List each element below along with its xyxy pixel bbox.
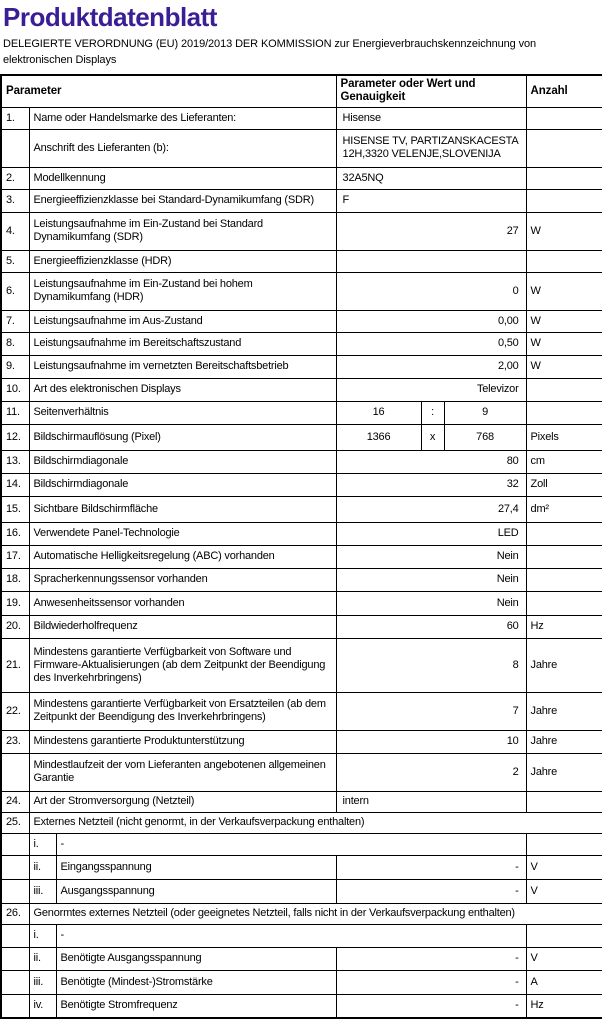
parameter-value: 27,4 xyxy=(336,496,526,522)
parameter-value: 0,00 xyxy=(336,310,526,332)
parameter-value: LED xyxy=(336,522,526,545)
parameter-value: Nein xyxy=(336,568,526,591)
parameter-value: Nein xyxy=(336,545,526,568)
sub-row xyxy=(1,879,602,903)
sub-row-number: iii. xyxy=(29,970,56,994)
parameter-value: 60 xyxy=(336,615,526,638)
row-number: 19. xyxy=(1,591,29,615)
ratio-value-left: 16 xyxy=(336,401,421,424)
table-row xyxy=(1,545,602,568)
table-row xyxy=(1,212,602,250)
parameter-label: - xyxy=(56,833,526,855)
row-number: 21. xyxy=(1,638,29,692)
parameter-label: Mindestens garantierte Produktunterstützung xyxy=(29,730,336,753)
row-number: 2. xyxy=(1,167,29,189)
row-number: 26. xyxy=(1,903,29,924)
row-number: 3. xyxy=(1,189,29,212)
header-count: Anzahl xyxy=(526,75,602,107)
sub-row xyxy=(1,924,602,947)
parameter-label: Bildwiederholfrequenz xyxy=(29,615,336,638)
sub-row xyxy=(1,970,602,994)
row-number: 23. xyxy=(1,730,29,753)
row-number: 13. xyxy=(1,450,29,473)
parameter-value: - xyxy=(336,994,526,1018)
table-row xyxy=(1,591,602,615)
parameter-value: 2,00 xyxy=(336,355,526,378)
regulation-subtitle: DELEGIERTE VERORDNUNG (EU) 2019/2013 DER KOMMISSION zur Energieverbrauchskennzeichnung von elektronischen Displays xyxy=(3,38,537,66)
unit-label: W xyxy=(526,212,602,250)
table-row xyxy=(1,692,602,730)
parameter-value: 10 xyxy=(336,730,526,753)
parameter-value: 2 xyxy=(336,753,526,791)
unit-label: V xyxy=(526,855,602,879)
parameter-label: Anschrift des Lieferanten (b): xyxy=(29,129,336,167)
ratio-separator: : xyxy=(421,401,444,424)
row-number: 7. xyxy=(1,310,29,332)
unit-label xyxy=(526,522,602,545)
parameter-label: Mindestlaufzeit der vom Lieferanten angebotenen allgemeinen Garantie xyxy=(29,753,336,791)
parameter-value: - xyxy=(336,879,526,903)
table-row xyxy=(1,250,602,272)
table-row xyxy=(1,496,602,522)
sub-row xyxy=(1,833,602,855)
parameter-value: 8 xyxy=(336,638,526,692)
sub-row-number: ii. xyxy=(29,855,56,879)
row-number: 18. xyxy=(1,568,29,591)
parameter-label: Art der Stromversorgung (Netzteil) xyxy=(29,791,336,812)
unit-label: W xyxy=(526,272,602,310)
row-number: 20. xyxy=(1,615,29,638)
table-row xyxy=(1,753,602,791)
unit-label: Pixels xyxy=(526,424,602,450)
parameter-label: Energieeffizienzklasse bei Standard-Dynamikumfang (SDR) xyxy=(29,189,336,212)
parameter-value: 0,50 xyxy=(336,332,526,355)
row-number xyxy=(1,879,29,903)
table-row xyxy=(1,615,602,638)
parameter-label: Bildschirmdiagonale xyxy=(29,450,336,473)
table-row xyxy=(1,378,602,401)
row-number: 24. xyxy=(1,791,29,812)
ratio-value-right: 9 xyxy=(444,401,526,424)
parameter-label: Bildschirmauflösung (Pixel) xyxy=(29,424,336,450)
row-number xyxy=(1,753,29,791)
header-parameter: Parameter xyxy=(1,75,336,107)
parameter-label: Mindestens garantierte Verfügbarkeit von Software und Firmware-Aktualisierungen (ab dem Zeitpunkt der Beendigung des Inverkehrbringens) xyxy=(29,638,336,692)
table-row xyxy=(1,107,602,129)
unit-label: Jahre xyxy=(526,638,602,692)
parameter-value: - xyxy=(336,855,526,879)
parameter-value xyxy=(336,250,526,272)
parameter-label: Verwendete Panel-Technologie xyxy=(29,522,336,545)
unit-label xyxy=(526,833,602,855)
parameter-label: - xyxy=(56,924,526,947)
unit-label: Zoll xyxy=(526,473,602,496)
parameter-label: Leistungsaufnahme im Aus-Zustand xyxy=(29,310,336,332)
unit-label xyxy=(526,568,602,591)
resolution-separator: x xyxy=(421,424,444,450)
unit-label: W xyxy=(526,332,602,355)
parameter-value: 7 xyxy=(336,692,526,730)
sub-row xyxy=(1,855,602,879)
parameter-value: 0 xyxy=(336,272,526,310)
parameter-value: Nein xyxy=(336,591,526,615)
row-number: 5. xyxy=(1,250,29,272)
parameter-label: Seitenverhältnis xyxy=(29,401,336,424)
row-number: 25. xyxy=(1,812,29,833)
parameter-label: Spracherkennungssensor vorhanden xyxy=(29,568,336,591)
unit-label: W xyxy=(526,310,602,332)
sub-row-number: iv. xyxy=(29,994,56,1018)
sub-row xyxy=(1,994,602,1018)
parameter-label: Leistungsaufnahme im Ein-Zustand bei hohem Dynamikumfang (HDR) xyxy=(29,272,336,310)
parameter-value: F xyxy=(336,189,526,212)
sub-row-number: ii. xyxy=(29,947,56,970)
parameter-value: 32 xyxy=(336,473,526,496)
section-row xyxy=(1,903,602,924)
parameter-label: Automatische Helligkeitsregelung (ABC) vorhanden xyxy=(29,545,336,568)
parameter-label: Art des elektronischen Displays xyxy=(29,378,336,401)
resolution-height: 768 xyxy=(444,424,526,450)
parameter-label: Leistungsaufnahme im Bereitschaftszustand xyxy=(29,332,336,355)
row-number xyxy=(1,947,29,970)
parameter-label: Leistungsaufnahme im vernetzten Bereitschaftsbetrieb xyxy=(29,355,336,378)
table-row xyxy=(1,167,602,189)
table-row xyxy=(1,424,602,450)
table-row xyxy=(1,272,602,310)
row-number: 8. xyxy=(1,332,29,355)
row-number: 12. xyxy=(1,424,29,450)
parameter-value: 27 xyxy=(336,212,526,250)
parameter-value: 80 xyxy=(336,450,526,473)
table-row xyxy=(1,450,602,473)
parameter-value: Televizor xyxy=(336,378,526,401)
unit-label: V xyxy=(526,947,602,970)
unit-label: Hz xyxy=(526,994,602,1018)
row-number: 11. xyxy=(1,401,29,424)
unit-label xyxy=(526,401,602,424)
table-row xyxy=(1,522,602,545)
parameter-label: Ausgangsspannung xyxy=(56,879,336,903)
parameter-label: Leistungsaufnahme im Ein-Zustand bei Standard Dynamikumfang (SDR) xyxy=(29,212,336,250)
row-number: 16. xyxy=(1,522,29,545)
table-row xyxy=(1,310,602,332)
section-row xyxy=(1,812,602,833)
row-number xyxy=(1,924,29,947)
row-number: 9. xyxy=(1,355,29,378)
unit-label xyxy=(526,107,602,129)
unit-label xyxy=(526,591,602,615)
unit-label xyxy=(526,167,602,189)
parameter-value: intern xyxy=(336,791,526,812)
unit-label: V xyxy=(526,879,602,903)
sub-row-number: i. xyxy=(29,833,56,855)
parameter-value: HISENSE TV, PARTIZANSKACESTA 12H,3320 VELENJE,SLOVENIJA xyxy=(336,129,526,167)
unit-label xyxy=(526,378,602,401)
table-row xyxy=(1,473,602,496)
parameter-label: Eingangsspannung xyxy=(56,855,336,879)
row-number: 10. xyxy=(1,378,29,401)
table-row xyxy=(1,791,602,812)
unit-label: dm² xyxy=(526,496,602,522)
table-header-row xyxy=(1,75,602,107)
table-row xyxy=(1,129,602,167)
row-number: 17. xyxy=(1,545,29,568)
unit-label xyxy=(526,924,602,947)
row-number: 14. xyxy=(1,473,29,496)
table-row xyxy=(1,355,602,378)
parameter-label: Benötigte (Mindest-)Stromstärke xyxy=(56,970,336,994)
unit-label xyxy=(526,189,602,212)
parameter-label: Energieeffizienzklasse (HDR) xyxy=(29,250,336,272)
unit-label xyxy=(526,129,602,167)
header-value: Parameter oder Wert und Genauigkeit xyxy=(336,75,526,107)
unit-label xyxy=(526,250,602,272)
row-number xyxy=(1,970,29,994)
page-title: Produktdatenblatt xyxy=(3,2,217,32)
parameter-value: - xyxy=(336,947,526,970)
parameter-value: - xyxy=(336,970,526,994)
table-row xyxy=(1,189,602,212)
parameter-label: Benötigte Stromfrequenz xyxy=(56,994,336,1018)
row-number xyxy=(1,994,29,1018)
parameter-label: Anwesenheitssensor vorhanden xyxy=(29,591,336,615)
table-row xyxy=(1,638,602,692)
unit-label: W xyxy=(526,355,602,378)
unit-label: Hz xyxy=(526,615,602,638)
row-number: 4. xyxy=(1,212,29,250)
unit-label xyxy=(526,791,602,812)
row-number: 1. xyxy=(1,107,29,129)
row-number: 15. xyxy=(1,496,29,522)
parameter-label: Mindestens garantierte Verfügbarkeit von Ersatzteilen (ab dem Zeitpunkt der Beendigung des Inverkehrbringens) xyxy=(29,692,336,730)
section-label: Externes Netzteil (nicht genormt, in der Verkaufsverpackung enthalten) xyxy=(29,812,602,833)
sub-row-number: iii. xyxy=(29,879,56,903)
row-number xyxy=(1,855,29,879)
section-label: Genormtes externes Netzteil (oder geeignetes Netzteil, falls nicht in der Verkaufsverpackung enthalten) xyxy=(29,903,602,924)
unit-label: Jahre xyxy=(526,753,602,791)
parameter-label: Modellkennung xyxy=(29,167,336,189)
product-table xyxy=(0,74,602,1019)
unit-label: Jahre xyxy=(526,692,602,730)
unit-label: cm xyxy=(526,450,602,473)
table-row xyxy=(1,568,602,591)
table-row xyxy=(1,332,602,355)
table-row xyxy=(1,401,602,424)
parameter-label: Sichtbare Bildschirmfläche xyxy=(29,496,336,522)
row-number xyxy=(1,833,29,855)
parameter-value: 32A5NQ xyxy=(336,167,526,189)
row-number xyxy=(1,129,29,167)
parameter-value: Hisense xyxy=(336,107,526,129)
unit-label: Jahre xyxy=(526,730,602,753)
parameter-label: Benötigte Ausgangsspannung xyxy=(56,947,336,970)
sub-row xyxy=(1,947,602,970)
row-number: 6. xyxy=(1,272,29,310)
sub-row-number: i. xyxy=(29,924,56,947)
table-row xyxy=(1,730,602,753)
resolution-width: 1366 xyxy=(336,424,421,450)
parameter-label: Name oder Handelsmarke des Lieferanten: xyxy=(29,107,336,129)
row-number: 22. xyxy=(1,692,29,730)
unit-label xyxy=(526,545,602,568)
parameter-label: Bildschirmdiagonale xyxy=(29,473,336,496)
unit-label: A xyxy=(526,970,602,994)
